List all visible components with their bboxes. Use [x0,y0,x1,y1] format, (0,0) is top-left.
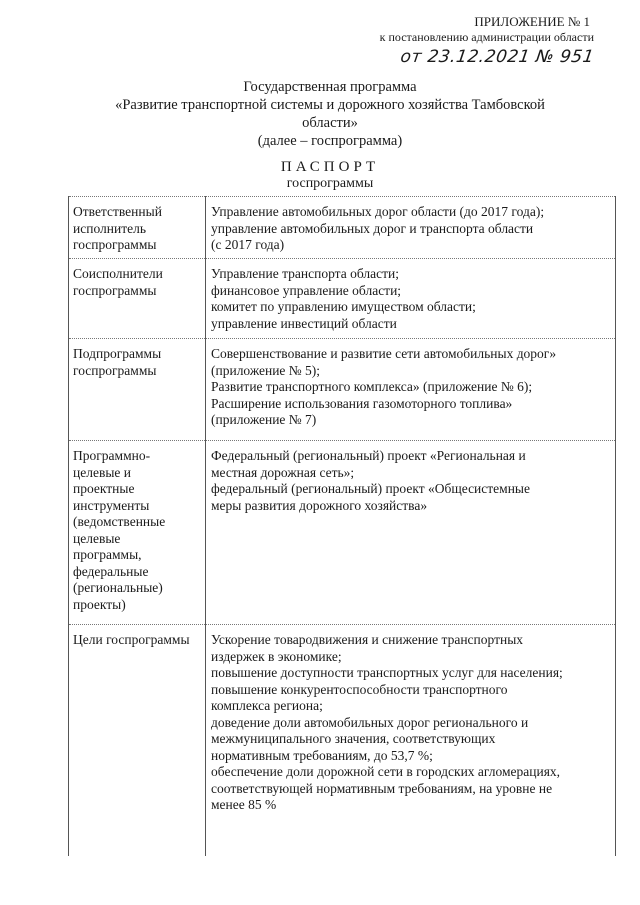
row-content [211,266,607,332]
content-line: финансовое управление области; [211,282,402,298]
content-line: доведение доли автомобильных дорог регионального и [211,714,529,730]
column-divider [205,196,206,856]
label-line: Цели госпрограммы [73,632,190,647]
program-title [60,78,600,150]
label-line: исполнитель [73,220,146,236]
label-line: федеральные [73,563,149,579]
row-content [211,204,607,254]
title-line-4: (далее – госпрограмма) [257,133,403,149]
content-line: федеральный (региональный) проект «Общесистемные [211,481,530,496]
content-line: (с 2017 года) [211,237,285,252]
content-line: Совершенствование и развитие сети автомобильных дорог» [211,346,557,361]
label-line: Ответственный [73,204,162,219]
table-top-border [69,196,615,197]
label-line: госпрограммы [73,237,157,252]
label-line: Программно- [73,448,151,463]
content-line: повышение доступности транспортных услуг для населения; [211,665,563,680]
content-line: Ускорение товародвижения и снижение транспортных [211,632,524,647]
title-line-2: «Развитие транспортной системы и дорожного хозяйства Тамбовской [115,97,545,113]
content-line: Федеральный (региональный) проект «Региональная и [211,448,526,463]
content-line: меры развития дорожного хозяйства» [211,497,428,513]
passport-subtitle: госпрограммы [286,176,374,191]
row-separator [69,440,615,441]
label-line: проектные [73,481,135,496]
row-content [211,346,607,429]
content-line: управление инвестиций области [211,315,397,331]
handwritten-date-number: от 23.12.2021 № 951 [399,47,596,67]
content-line: Управление автомобильных дорог области (до 2017 года); [211,204,545,219]
content-line: Управление транспорта области; [211,266,399,281]
row-separator [69,338,615,339]
content-line: менее 85 % [211,797,277,812]
passport-table [68,196,616,856]
row-label [73,632,201,649]
label-line: госпрограммы [73,282,157,298]
label-line: инструменты [73,497,150,513]
content-line: (приложение № 7) [211,412,317,427]
row-label [73,266,201,299]
passport-heading [60,158,600,192]
label-line: госпрограммы [73,362,157,378]
content-line: (приложение № 5); [211,362,321,378]
content-line: повышение конкурентоспособности транспортного [211,681,508,697]
appendix-title: ПРИЛОЖЕНИЕ № 1 [474,14,590,29]
content-line: Расширение использования газомоторного топлива» [211,395,513,411]
content-line: Развитие транспортного комплекса» (приложение № 6); [211,379,533,394]
label-line: целевые и [73,464,131,480]
content-line: соответствующей нормативным требованиям, на уровне не [211,780,553,796]
row-label [73,346,201,379]
content-line: издержек в экономике; [211,648,342,664]
label-line: (ведомственные [73,514,166,529]
row-label [73,448,201,613]
content-line: управление автомобильных дорог и транспорта области [211,220,534,236]
row-content [211,632,607,814]
label-line: целевые [73,530,121,546]
row-content [211,448,607,514]
content-line: межмуниципального значения, соответствующих [211,731,496,746]
passport-title: ПАСПОРТ [280,159,380,175]
content-line: нормативным требованиям, до 53,7 %; [211,747,433,763]
title-line-3: области» [302,115,358,131]
content-line: обеспечение доли дорожной сети в городских агломерациях, [211,764,561,779]
row-label [73,204,201,254]
content-line: комплекса региона; [211,698,323,713]
content-line: местная дорожная сеть»; [211,464,355,480]
label-line: Подпрограммы [73,346,162,361]
label-line: (региональные) [73,580,163,595]
row-separator [69,624,615,625]
row-separator [69,258,615,259]
appendix-header [354,14,594,68]
title-line-1: Государственная программа [243,79,417,95]
appendix-subtitle: к постановлению администрации области [379,30,594,44]
label-line: Соисполнители [73,266,163,281]
label-line: проекты) [73,596,126,612]
label-line: программы, [73,547,142,562]
content-line: комитет по управлению имуществом области; [211,299,476,314]
